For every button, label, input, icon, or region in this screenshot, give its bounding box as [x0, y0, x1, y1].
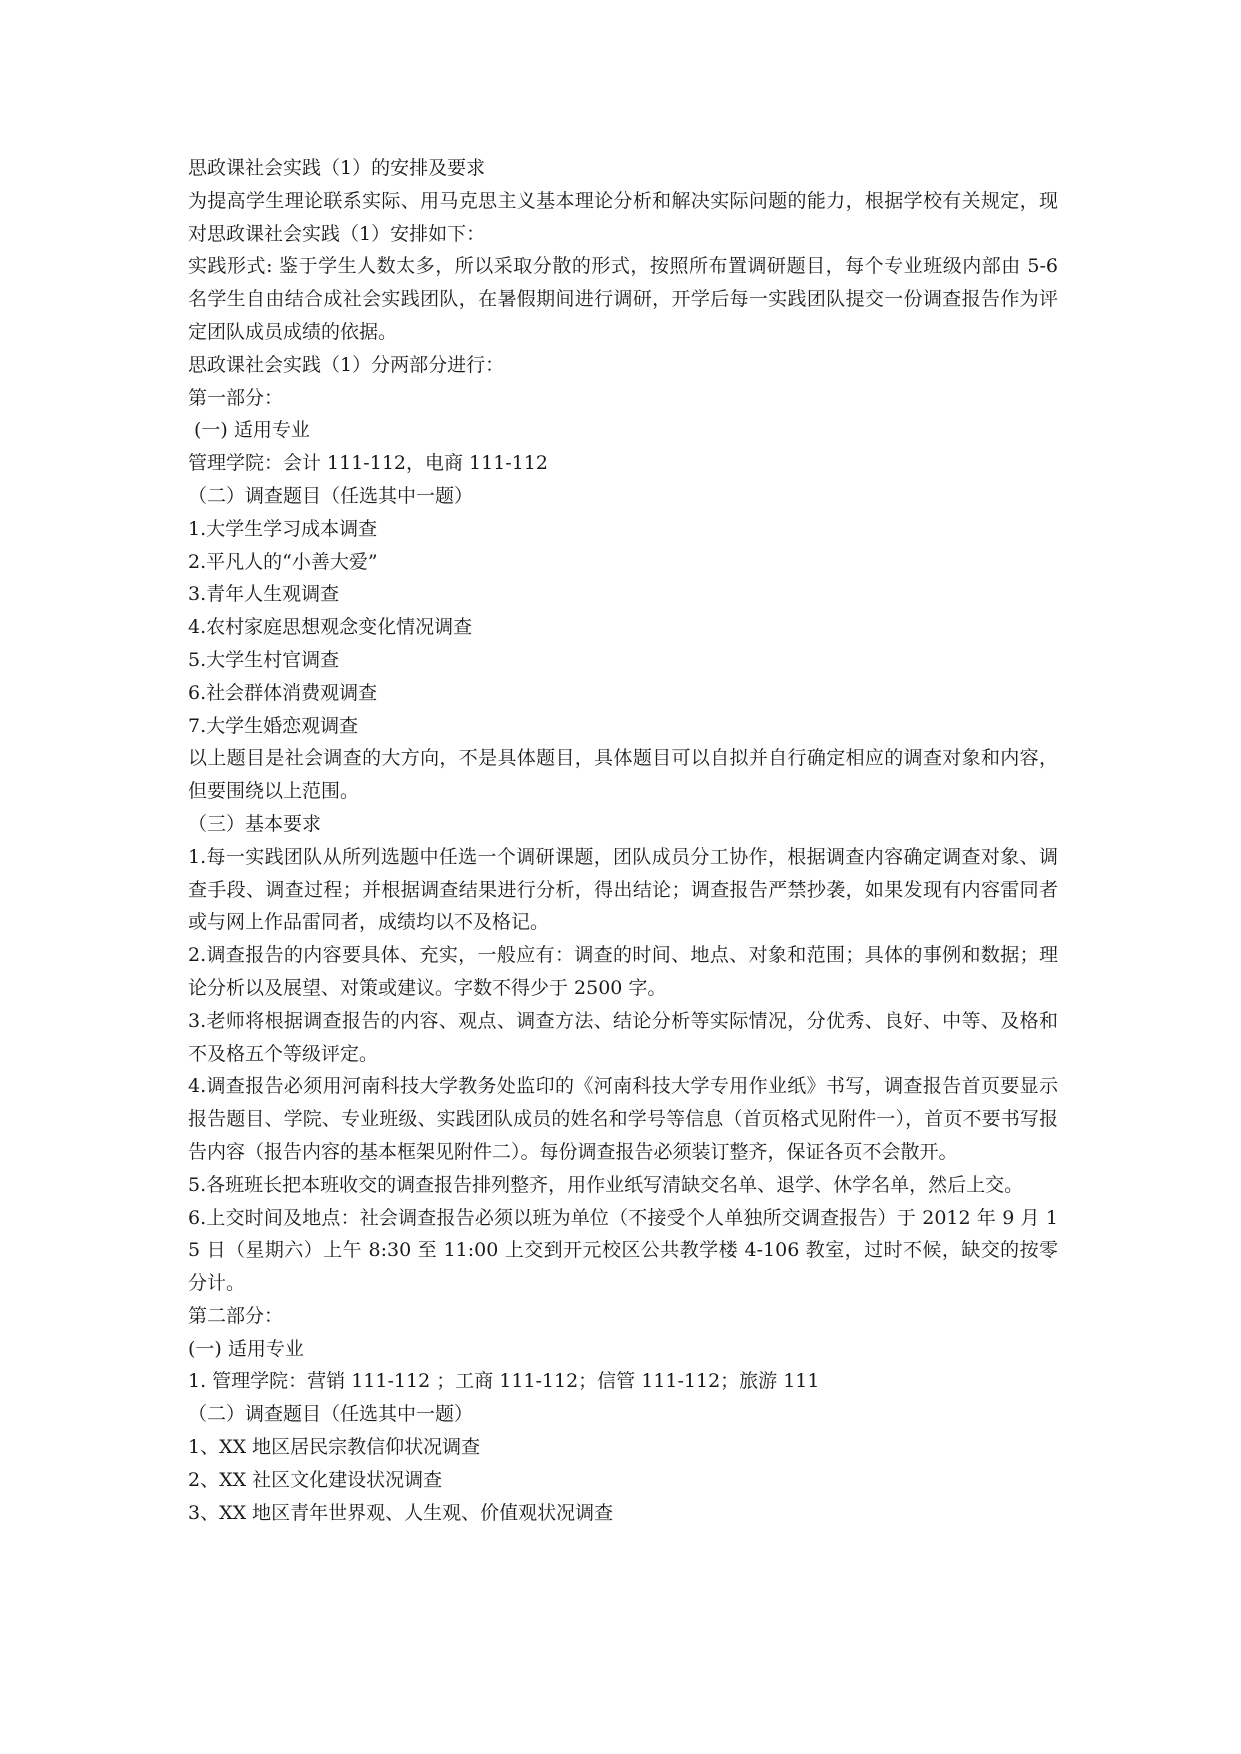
list-item: 3.青年人生观调查: [188, 583, 340, 606]
list-item: 2、XX 社区文化建设状况调查: [188, 1468, 443, 1491]
part1-majors: 管理学院：会计 111-112，电商 111-112: [188, 452, 548, 475]
list-item: 1、XX 地区居民宗教信仰状况调查: [188, 1436, 481, 1459]
part2-heading: 第二部分：: [188, 1304, 284, 1327]
list-item: 1.大学生学习成本调查: [188, 517, 378, 540]
document-body: [188, 152, 1058, 1529]
part1-topics-note: 以上题目是社会调查的大方向，不是具体题目，具体题目可以自拟并自行确定相应的调查对象和内容，但要围绕以上范围。: [188, 747, 1058, 803]
list-item: 4.农村家庭思想观念变化情况调查: [188, 616, 473, 639]
list-item: 7.大学生婚恋观调查: [188, 714, 359, 737]
part2-topics-heading: （二）调查题目（任选其中一题）: [188, 1403, 474, 1426]
part2-majors: 1. 管理学院：营销 111-112 ；工商 111-112；信管 111-112；旅游 111: [188, 1370, 820, 1393]
requirement-item: 4.调查报告必须用河南科技大学教务处监印的《河南科技大学专用作业纸》书写，调查报告首页要显示报告题目、学院、专业班级、实践团队成员的姓名和学号等信息（首页格式见附件一），首页不要书写报告内容（报告内容的基本框架见附件二）。每份调查报告必须装订整齐，保证各页不会散开。: [188, 1075, 1058, 1163]
requirement-item: 5.各班班长把本班收交的调查报告排列整齐，用作业纸写清缺交名单、退学、休学名单，然后上交。: [188, 1173, 1024, 1196]
list-item: 3、XX 地区青年世界观、人生观、价值观状况调查: [188, 1501, 614, 1524]
list-item: 5.大学生村官调查: [188, 648, 340, 671]
part1-heading: 第一部分：: [188, 386, 284, 409]
requirement-item: 3.老师将根据调查报告的内容、观点、调查方法、结论分析等实际情况，分优秀、良好、中等、及格和不及格五个等级评定。: [188, 1009, 1058, 1065]
part1-topics-heading: （二）调查题目（任选其中一题）: [188, 484, 474, 507]
part2-majors-heading: (一) 适用专业: [188, 1337, 304, 1360]
part1-majors-heading: (一) 适用专业: [194, 419, 310, 442]
parts-intro: 思政课社会实践（1）分两部分进行：: [188, 353, 505, 376]
requirement-item: 6.上交时间及地点：社会调查报告必须以班为单位（不接受个人单独所交调查报告）于 2012 年 9 月 15 日（星期六）上午 8:30 至 11:00 上交到开元校区公共教学楼 4-106 教室，过时不候，缺交的按零分计。: [188, 1206, 1058, 1295]
requirement-item: 2.调查报告的内容要具体、充实，一般应有：调查的时间、地点、对象和范围；具体的事例和数据；理论分析以及展望、对策或建议。字数不得少于 2500 字。: [188, 944, 1058, 999]
list-item: 2.平凡人的“小善大爱”: [188, 550, 378, 573]
list-item: 6.社会群体消费观调查: [188, 681, 378, 704]
intro-paragraph: 为提高学生理论联系实际、用马克思主义基本理论分析和解决实际问题的能力，根据学校有关规定，现对思政课社会实践（1）安排如下：: [188, 189, 1058, 245]
document-title: 思政课社会实践（1）的安排及要求: [188, 157, 486, 179]
part1-requirements-heading: （三）基本要求: [188, 812, 322, 835]
practice-form-paragraph: 实践形式: 鉴于学生人数太多，所以采取分散的形式，按照所布置调研题目，每个专业班级内部由 5-6 名学生自由结合成社会实践团队，在暑假期间进行调研，开学后每一实践团队提交一份调查报告作为评定团队成员成绩的依据。: [188, 255, 1058, 343]
requirement-item: 1.每一实践团队从所列选题中任选一个调研课题，团队成员分工协作，根据调查内容确定调查对象、调查手段、调查过程；并根据调查结果进行分析，得出结论；调查报告严禁抄袭，如果发现有内容雷同者或与网上作品雷同者，成绩均以不及格记。: [188, 845, 1058, 934]
